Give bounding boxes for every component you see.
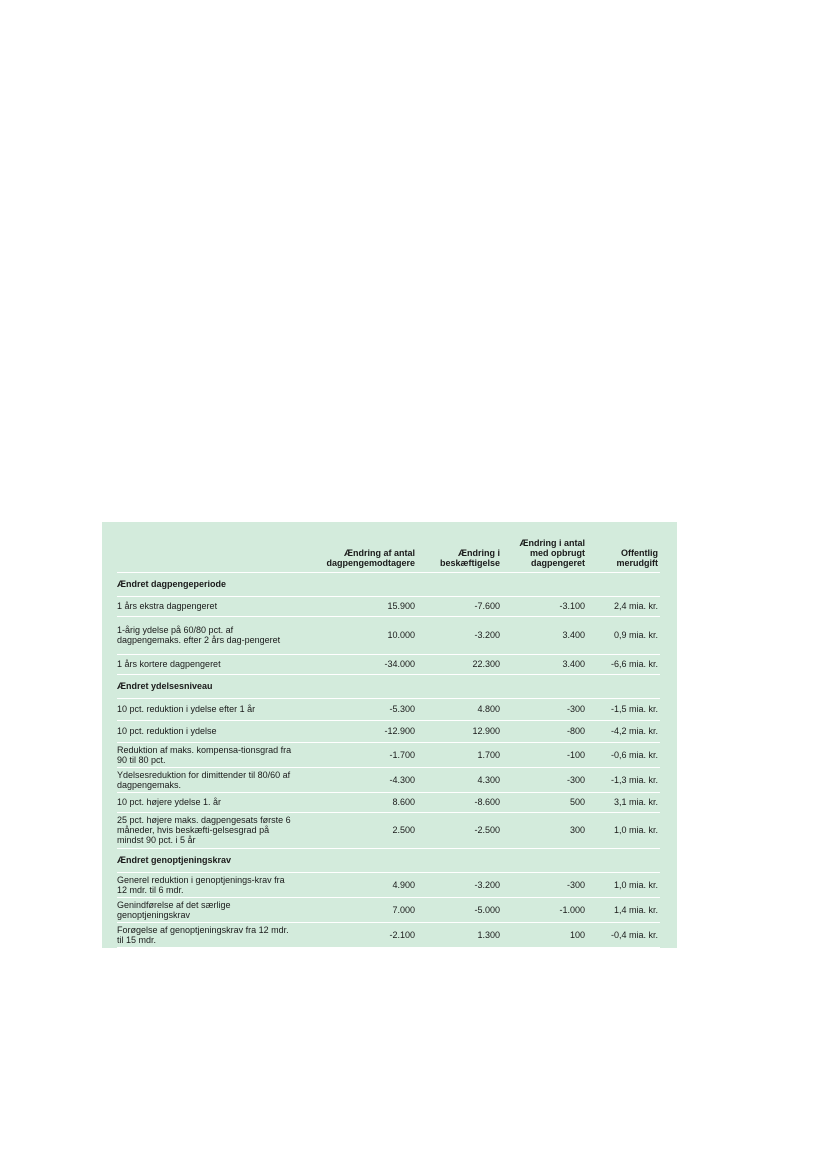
cell-value: 2,4 mia. kr. [587, 596, 660, 616]
section-header-row [117, 848, 660, 872]
table-row [117, 742, 660, 767]
row-label: Ydelsesreduktion for dimittender til 80/60 af dagpengemaks. [117, 767, 295, 792]
cell-value: -34.000 [295, 654, 417, 674]
cell-value: 1,0 mia. kr. [587, 812, 660, 848]
cell-value: -3.100 [502, 596, 587, 616]
row-label: 10 pct. reduktion i ydelse [117, 720, 295, 742]
cell-value: -300 [502, 698, 587, 720]
cell-value: -1.700 [295, 742, 417, 767]
section-header-row [117, 674, 660, 698]
cell-value: -800 [502, 720, 587, 742]
cell-value: -4,2 mia. kr. [587, 720, 660, 742]
row-label: 10 pct. højere ydelse 1. år [117, 792, 295, 812]
header-label-column [117, 534, 295, 572]
cell-value: 300 [502, 812, 587, 848]
table-row [117, 654, 660, 674]
cell-value: 2.500 [295, 812, 417, 848]
row-label: 1-årig ydelse på 60/80 pct. af dagpengemaks. efter 2 års dag-pengeret [117, 616, 295, 654]
results-table [117, 534, 660, 948]
cell-value: -2.500 [417, 812, 502, 848]
cell-value: 100 [502, 922, 587, 947]
cell-value: 15.900 [295, 596, 417, 616]
cell-value: 8.600 [295, 792, 417, 812]
table-row [117, 720, 660, 742]
cell-value: 4.300 [417, 767, 502, 792]
cell-value: -3.200 [417, 872, 502, 897]
cell-value: -1,3 mia. kr. [587, 767, 660, 792]
row-label: 1 års ekstra dagpengeret [117, 596, 295, 616]
cell-value: -0,6 mia. kr. [587, 742, 660, 767]
cell-value: 1.700 [417, 742, 502, 767]
section-title: Ændret ydelsesniveau [117, 674, 660, 698]
table-row [117, 698, 660, 720]
cell-value: 1,0 mia. kr. [587, 872, 660, 897]
cell-value: 3.400 [502, 654, 587, 674]
row-label: Reduktion af maks. kompensa-tionsgrad fra 90 til 80 pct. [117, 742, 295, 767]
cell-value: -5.000 [417, 897, 502, 922]
cell-value: 12.900 [417, 720, 502, 742]
cell-value: 7.000 [295, 897, 417, 922]
row-label: 10 pct. reduktion i ydelse efter 1 år [117, 698, 295, 720]
row-label: Generel reduktion i genoptjenings-krav fra 12 mdr. til 6 mdr. [117, 872, 295, 897]
cell-value: -12.900 [295, 720, 417, 742]
table-row [117, 596, 660, 616]
cell-value: 4.900 [295, 872, 417, 897]
cell-value: -1.000 [502, 897, 587, 922]
header-beskaeftigelse: Ændring i beskæftigelse [439, 547, 500, 568]
section-title: Ændret dagpengeperiode [117, 572, 660, 596]
cell-value: 0,9 mia. kr. [587, 616, 660, 654]
table-row [117, 897, 660, 922]
cell-value: -8.600 [417, 792, 502, 812]
table-row [117, 616, 660, 654]
cell-value: 1.300 [417, 922, 502, 947]
cell-value: -1,5 mia. kr. [587, 698, 660, 720]
cell-value: 10.000 [295, 616, 417, 654]
row-label: Genindførelse af det særlige genoptjeningskrav [117, 897, 295, 922]
cell-value: 3.400 [502, 616, 587, 654]
table-row [117, 812, 660, 848]
cell-value: 4.800 [417, 698, 502, 720]
cell-value: -0,4 mia. kr. [587, 922, 660, 947]
cell-value: -6,6 mia. kr. [587, 654, 660, 674]
cell-value: -300 [502, 872, 587, 897]
cell-value: 1,4 mia. kr. [587, 897, 660, 922]
row-label: 1 års kortere dagpengeret [117, 654, 295, 674]
cell-value: -3.200 [417, 616, 502, 654]
table-header-row [117, 534, 660, 572]
header-dagpengemodtagere: Ændring af antal dagpengemodtagere [326, 547, 415, 568]
row-label: Forøgelse af genoptjeningskrav fra 12 mdr. til 15 mdr. [117, 922, 295, 947]
section-header-row [117, 572, 660, 596]
table-row [117, 767, 660, 792]
cell-value: -2.100 [295, 922, 417, 947]
cell-value: -4.300 [295, 767, 417, 792]
cell-value: -7.600 [417, 596, 502, 616]
header-opbrugt-dagpengeret: Ændring i antal med opbrugt dagpengeret [519, 537, 585, 568]
cell-value: 22.300 [417, 654, 502, 674]
cell-value: -5.300 [295, 698, 417, 720]
cell-value: -100 [502, 742, 587, 767]
cell-value: -300 [502, 767, 587, 792]
table-row [117, 872, 660, 897]
cell-value: 3,1 mia. kr. [587, 792, 660, 812]
table-row [117, 922, 660, 947]
row-label: 25 pct. højere maks. dagpengesats første 6 måneder, hvis beskæfti-gelsesgrad på mindst 90 pct. i 5 år [117, 812, 295, 848]
table-panel [102, 522, 677, 948]
header-offentlig-merudgift: Offentlig merudgift [616, 547, 658, 568]
cell-value: 500 [502, 792, 587, 812]
table-row [117, 792, 660, 812]
section-title: Ændret genoptjeningskrav [117, 848, 660, 872]
